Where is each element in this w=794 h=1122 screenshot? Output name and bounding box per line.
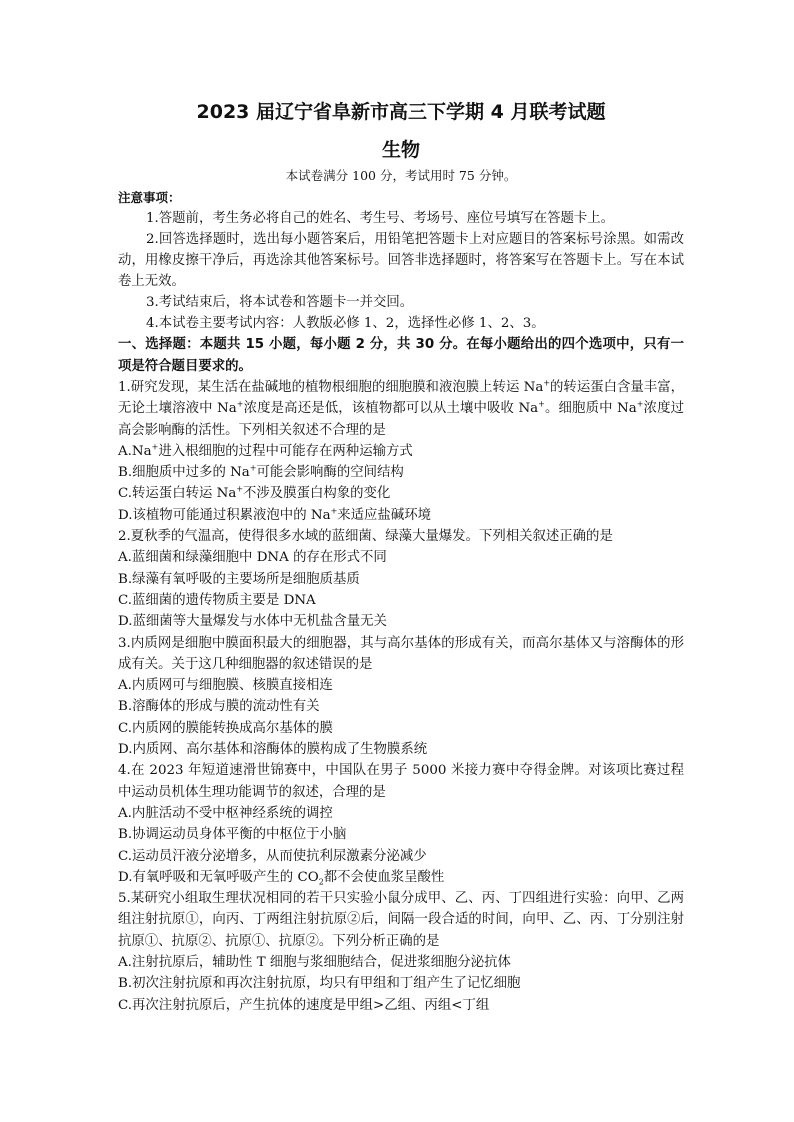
exam-info: 本试卷满分 100 分，考试用时 75 分钟。 — [285, 168, 517, 183]
subject-title: 生物 — [381, 139, 420, 161]
superscript: + — [236, 485, 244, 495]
subscript: 2 — [318, 877, 324, 887]
superscript: + — [330, 506, 338, 516]
question-1-option-d — [118, 505, 684, 526]
notice-item-2: 2.回答选择题时，选出每小题答案后，用铅笔把答题卡上对应题目的答案标号涂黑。如需改动，用橡皮擦干净后，再选涂其他答案标号。回答非选择题时，将答案写在答题卡上。写在本试卷上无效。 — [118, 232, 684, 289]
superscript: + — [249, 463, 257, 473]
question-5-option-b: B.初次注射抗原和再次注射抗原，均只有甲组和丁组产生了记忆细胞 — [118, 976, 521, 992]
option-text: B.细胞质中过多的 Na — [118, 465, 250, 481]
question-2-option-c: C.蓝细菌的遗传物质主要是 DNA — [118, 592, 316, 608]
question-2-option-b: B.绿藻有氧呼吸的主要场所是细胞质基质 — [118, 571, 360, 587]
question-1-option-b — [118, 462, 684, 483]
superscript: + — [543, 378, 551, 388]
q1-stem-part: 的转运蛋白含量丰富，无论土壤溶液中 Na — [118, 380, 685, 417]
question-2-option-a: A.蓝细菌和绿藻细胞中 DNA 的存在形式不同 — [118, 550, 387, 566]
option-text: D.有氧呼吸和无氧呼吸产生的 CO — [118, 869, 319, 885]
question-5-option-c: C.再次注射抗原后，产生抗体的速度是甲组>乙组、丙组<丁组 — [118, 997, 490, 1013]
superscript: + — [538, 399, 545, 409]
question-4-stem: 4.在 2023 年短道速滑世锦赛中，中国队在男子 5000 米接力赛中夺得金牌。对该项比赛过程中运动员机体生理功能调节的叙述，合理的是 — [118, 763, 684, 800]
section-heading: 一、选择题：本题共 15 小题，每小题 2 分，共 30 分。在每小题给出的四个选项中，只有一项是符合题目要求的。 — [118, 337, 684, 374]
option-text: D.该植物可能通过积累液泡中的 Na — [118, 507, 331, 523]
exam-title: 2023 届辽宁省阜新市高三下学期 4 月联考试题 — [196, 101, 606, 123]
option-text: 进入根细胞的过程中可能存在两种运输方式 — [158, 443, 413, 459]
q1-stem-part: 浓度是高还是低，该植物都可以从土壤中吸收 Na — [243, 401, 539, 417]
question-3-option-d: D.内质网、高尔基体和溶酶体的膜构成了生物膜系统 — [118, 742, 428, 758]
question-2-stem: 2.夏秋季的气温高，使得很多水域的蓝细菌、绿藻大量爆发。下列相关叙述正确的是 — [118, 529, 613, 545]
option-text: A.Na — [118, 443, 152, 459]
superscript: + — [236, 399, 244, 409]
notice-item-1: 1.答题前，考生务必将自己的姓名、考生号、考场号、座位号填写在答题卡上。 — [146, 211, 615, 226]
question-2-option-d: D.蓝细菌等大量爆发与水体中无机盐含量无关 — [118, 614, 387, 630]
question-3-option-a: A.内质网可与细胞膜、核膜直接相连 — [118, 678, 333, 694]
question-1-option-c — [118, 483, 684, 504]
q1-stem-part: 浓度过高会影响酶的活性。下列相关叙述不合理的是 — [118, 401, 684, 438]
notice-item-3: 3.考试结束后，将本试卷和答题卡一并交回。 — [146, 295, 414, 310]
question-4-option-c: C.运动员汗液分泌增多，从而使抗利尿激素分泌减少 — [118, 848, 427, 864]
option-text: 可能会影响酶的空间结构 — [256, 465, 404, 481]
question-4-option-a: A.内脏活动不受中枢神经系统的调控 — [118, 805, 333, 821]
q1-stem-part: 。细胞质中 Na — [544, 401, 637, 417]
question-3-option-c: C.内质网的膜能转换成高尔基体的膜 — [118, 720, 333, 736]
question-1-option-a — [118, 441, 684, 462]
option-text: C.转运蛋白转运 Na — [118, 486, 237, 502]
question-5-option-a: A.注射抗原后，辅助性 T 细胞与浆细胞结合，促进浆细胞分泌抗体 — [118, 955, 511, 971]
notice-heading: 注意事项： — [118, 190, 181, 205]
question-3-option-b: B.溶酶体的形成与膜的流动性有关 — [118, 699, 320, 715]
superscript: + — [636, 399, 644, 409]
question-1-stem — [118, 377, 684, 441]
question-3-stem: 3.内质网是细胞中膜面积最大的细胞器，其与高尔基体的形成有关，而高尔基体又与溶酶体的形成有关。关于这几种细胞器的叙述错误的是 — [118, 635, 684, 672]
option-text: 不涉及膜蛋白构象的变化 — [243, 486, 391, 502]
question-4-option-d — [118, 867, 684, 888]
question-5-stem: 5.某研究小组取生理状况相同的若干只实验小鼠分成甲、乙、丙、丁四组进行实验：向甲、乙两组注射抗原①，向丙、丁两组注射抗原②后，间隔一段合适的时间，向甲、乙、丙、丁分别注射抗原①、抗原②、抗原①、抗原②。下列分析正确的是 — [118, 891, 684, 949]
option-text: 来适应盐碱环境 — [337, 507, 431, 523]
option-text: 都不会使血浆呈酸性 — [323, 869, 445, 885]
exam-page — [118, 100, 684, 1016]
q1-stem-part: 1.研究发现，某生活在盐碱地的植物根细胞的细胞膜和液泡膜上转运 Na — [118, 380, 544, 395]
question-4-option-b: B.协调运动员身体平衡的中枢位于小脑 — [118, 827, 347, 843]
superscript: + — [151, 442, 159, 452]
notice-item-4: 4.本试卷主要考试内容：人教版必修 1、2，选择性必修 1、2、3。 — [146, 316, 545, 331]
